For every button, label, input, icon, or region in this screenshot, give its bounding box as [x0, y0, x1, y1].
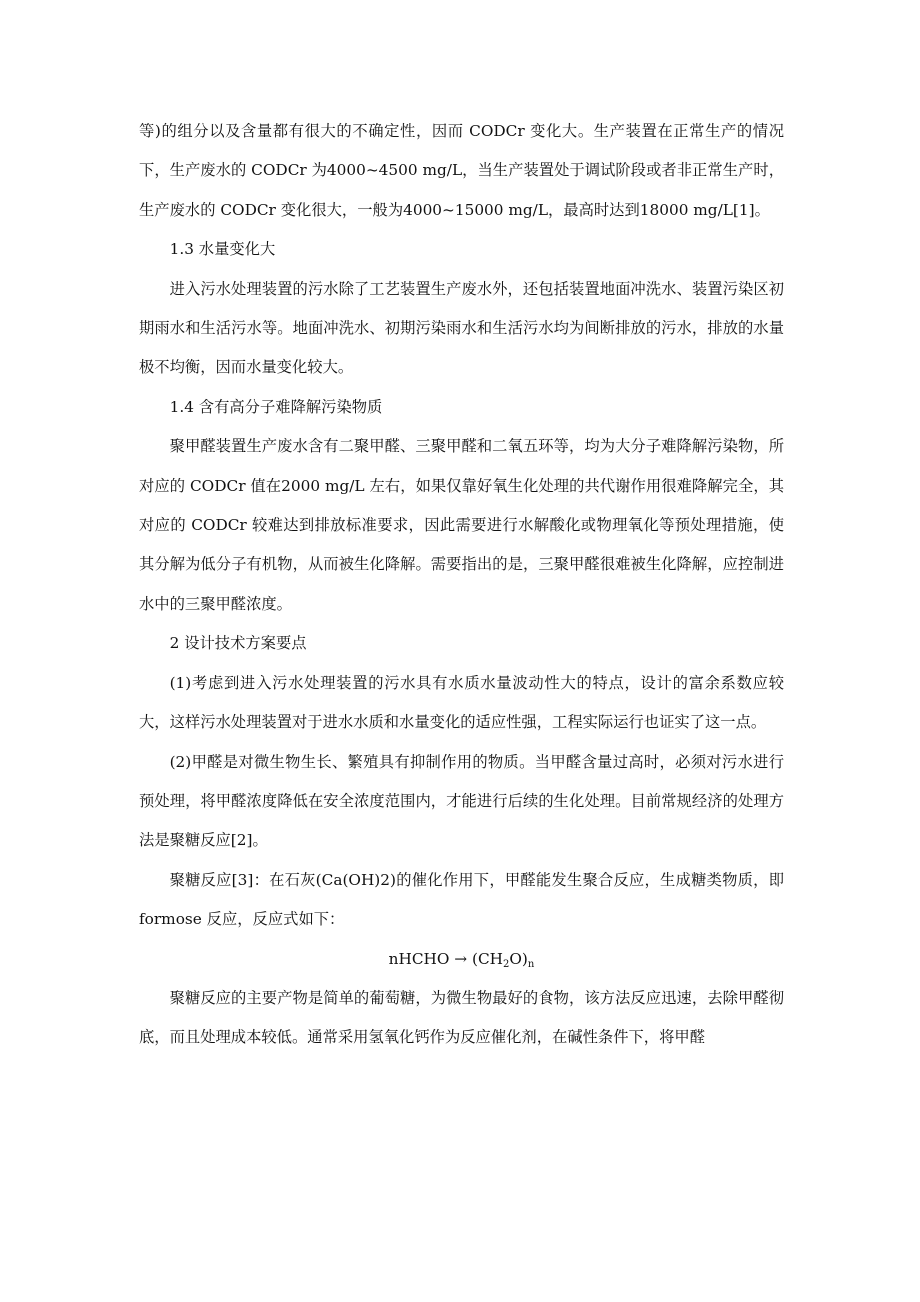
- section-heading-2: 2 设计技术方案要点: [169, 634, 307, 653]
- formula-subscript-n: n: [527, 958, 535, 970]
- paragraph-codcr-variation: 等)的组分以及含量都有很大的不确定性，因而 CODCr 变化大。生产装置在正常生产的情况下，生产废水的 CODCr 为4000~4500 mg/L，当生产装置处于调试阶段或者非正常生产时，生产废水的 CODCr 变化很大，一般为4000~15000 mg/L，最高时达到18000 mg/L[1]。: [139, 122, 784, 219]
- formula-middle: O): [509, 949, 528, 968]
- document-body: [139, 112, 784, 1058]
- paragraph-formose-reaction: 聚糖反应[3]：在石灰(Ca(OH)2)的催化作用下，甲醛能发生聚合反应，生成糖类物质，即 formose 反应，反应式如下：: [139, 870, 784, 929]
- paragraph-polymer-pollutants: 聚甲醛装置生产废水含有二聚甲醛、三聚甲醛和二氧五环等，均为大分子难降解污染物，所对应的 CODCr 值在2000 mg/L 左右，如果仅靠好氧生化处理的共代谢作用很难降解完全，其对应的 CODCr 较难达到排放标准要求，因此需要进行水解酸化或物理氧化等预处理措施，使其分解为低分子有机物，从而被生化降解。需要指出的是，三聚甲醛很难被生化降解，应控制进水中的三聚甲醛浓度。: [139, 437, 784, 613]
- formula-left: nHCHO → (CH: [388, 949, 503, 968]
- paragraph-point-1: (1)考虑到进入污水处理装置的污水具有水质水量波动性大的特点，设计的富余系数应较大，这样污水处理装置对于进水水质和水量变化的适应性强，工程实际运行也证实了这一点。: [139, 673, 784, 732]
- formula-subscript-2: 2: [503, 958, 510, 970]
- paragraph-point-2: (2)甲醛是对微生物生长、繁殖具有抑制作用的物质。当甲醛含量过高时，必须对污水进行预处理，将甲醛浓度降低在安全浓度范围内，才能进行后续的生化处理。目前常规经济的处理方法是聚糖反应[2]。: [139, 752, 784, 850]
- paragraph-formose-products: 聚糖反应的主要产物是简单的葡萄糖，为微生物最好的食物，该方法反应迅速，去除甲醛彻底，而且处理成本较低。通常采用氢氧化钙作为反应催化剂，在碱性条件下，将甲醛: [139, 988, 784, 1047]
- reaction-formula: [139, 940, 784, 979]
- paragraph-water-volume: 进入污水处理装置的污水除了工艺装置生产废水外，还包括装置地面冲洗水、装置污染区初期雨水和生活污水等。地面冲洗水、初期污染雨水和生活污水均为间断排放的污水，排放的水量极不均衡，因而水量变化较大。: [139, 279, 784, 377]
- section-heading-1-4: 1.4 含有高分子难降解污染物质: [169, 397, 383, 416]
- section-heading-1-3: 1.3 水量变化大: [169, 240, 276, 259]
